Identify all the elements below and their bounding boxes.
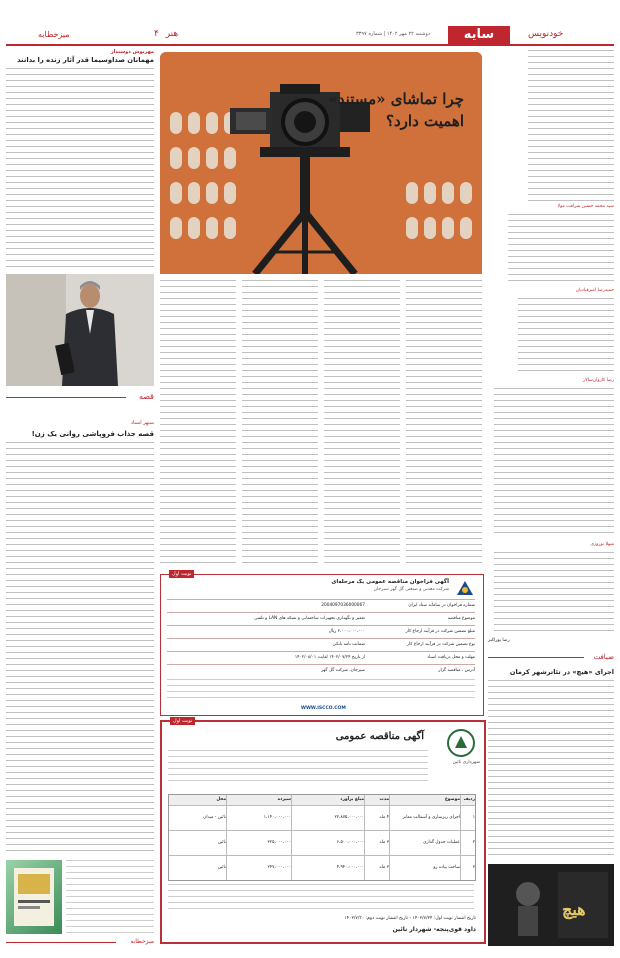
ad1-header: آگهی فراخوان مناقصه عمومی یک مرحله‌ای: [331, 579, 449, 585]
ad2-td: ۳۲۵،۰۰۰،۰۰۰: [226, 831, 291, 855]
ad1-row-label: موضوع مناقصه: [447, 616, 475, 621]
article-headline: مهمانان صداوسیما قدر آثار زنده را بدانند: [17, 56, 154, 64]
ad2-signature: داود قوی‌پنجه- شهردار نائین: [392, 926, 476, 933]
ad1-row-label: آدرس ، مناقصه گزار: [438, 668, 475, 673]
ad1-website: WWW.ISCCO.COM: [301, 706, 346, 711]
ad1-row-label: شماره فراخوان در سامانه ستاد ایران: [408, 603, 475, 608]
municipality-logo-icon: [446, 728, 476, 758]
tender-ad-2: [160, 720, 486, 944]
poem-block-2: [508, 214, 614, 284]
left-column: [488, 48, 614, 948]
ad2-th: سپرده: [226, 795, 291, 805]
ad2-td: ۳ ماه: [364, 831, 389, 855]
ad1-row-label: مهلت و محل دریافت اسناد: [427, 655, 475, 660]
ad2-th: مبلغ برآورد: [291, 795, 364, 805]
ad2-td: ۱: [460, 806, 475, 830]
ad1-footer-text: [167, 679, 475, 703]
page-section-text: هنر: [165, 29, 179, 39]
play-poster: [488, 864, 614, 946]
ad2-table-row: [169, 855, 475, 880]
ad1-row: [167, 625, 475, 638]
poster-figure-illustration: [488, 864, 614, 946]
feature-text-col-3: [324, 280, 400, 568]
ad1-row-value: ضمانت نامه بانکی: [332, 642, 365, 647]
ad2-logo: [446, 728, 476, 758]
ad2-td: ۲۲،۸۷۵،۰۰۰،۰۰۰: [291, 806, 364, 830]
ad2-table-row: [169, 805, 475, 830]
ad1-tag: نوبت اول: [169, 570, 194, 578]
ad2-intro: [168, 750, 428, 786]
article-1-byline: حمیدرضا امیرقبادیان: [575, 288, 614, 293]
right-section-label: میزخطابه: [38, 30, 70, 39]
camera-illustration: [160, 52, 482, 274]
page-section-label: [154, 29, 178, 39]
feature-text-col-1: [160, 280, 236, 568]
ad2-td: اجرای زیرسازی و آسفالت معابر: [389, 806, 460, 830]
ad1-row: [167, 612, 475, 625]
ad2-td: ۲: [460, 831, 475, 855]
article-2-byline: رضا کاروان‌سالار: [582, 378, 614, 383]
ad2-td: عملیات جدول گذاری: [389, 831, 460, 855]
ad1-row: [167, 638, 475, 651]
left-section-divider: [488, 652, 614, 662]
company-logo-icon: [453, 579, 477, 597]
poem-block-4: [494, 388, 614, 538]
ad2-table-header: [169, 795, 475, 805]
feature-headline-line1: چرا تماشای «مستند»: [328, 90, 464, 108]
ad1-row-value: از تاریخ ۱۴۰۲/۰۷/۲۴ لغایت ۱۴۰۲/۰۸/۰۱: [294, 655, 365, 660]
book-cover-icon: [6, 860, 62, 934]
left-column-footer-author: رضا پوراکبر: [488, 638, 510, 643]
middle-bottom-title: اجرای «هیچ» در تئاترشهر کرمان: [509, 668, 614, 676]
ad1-row: [167, 599, 475, 612]
ad1-row: [167, 651, 475, 664]
issue-info: دوشنبه ۲۲ مهر ۱۴۰۲ | شماره ۳۳۹۷: [355, 31, 430, 37]
ad2-td: ۳: [460, 856, 475, 880]
ad2-td: ۲۴۷،۰۰۰،۰۰۰: [226, 856, 291, 880]
ad1-row-value: تعمیر و نگهداری تجهیزات ساختمانی و شبکه های LAN و تلفنی: [254, 616, 365, 621]
second-section-label: قصه: [138, 392, 154, 401]
ad2-td: ۶،۵۰۰،۰۰۰،۰۰۰: [291, 831, 364, 855]
article-body: [6, 68, 154, 268]
ad2-table-row: [169, 830, 475, 855]
poster-title: هیچ: [562, 900, 586, 919]
feature-text-col-4: [406, 280, 482, 568]
feature-text-col-2: [242, 280, 318, 568]
second-article-body: [6, 442, 154, 854]
ad2-org: شهرداری نائین: [452, 760, 480, 765]
ad1-row-label: نوع تضمین شرکت در فرآیند ارجاع کار: [407, 642, 475, 647]
feature-headline-line2: اهمیت دارد؟: [386, 112, 464, 130]
ad2-td: نائین - میدان: [203, 815, 226, 820]
feature-image: [160, 52, 482, 274]
section-divider: [6, 392, 154, 402]
ad1-row-value: 2004097036000067: [321, 603, 365, 608]
ad1-row-value: ۲،۰۰۰،۰۰۰،۰۰۰ ریال: [328, 629, 365, 634]
ad1-sub: شرکت معدنی و صنعتی گل گهر سیرجان: [373, 587, 449, 592]
poem-block-3: [518, 298, 614, 374]
ad1-row-value: سیرجان، شرکت گل گهر: [321, 668, 365, 673]
second-article-byline: سپهر استاد: [130, 420, 154, 426]
ad2-td: ۴،۹۴۰،۰۰۰،۰۰۰: [291, 856, 364, 880]
author-photo: [6, 274, 154, 386]
ad2-dates: تاریخ انتشار نوبت اول: ۱۴۰۲/۷/۲۴ - تاریخ انتشار نوبت دوم: ۱۴۰۲/۷/۳۰: [344, 916, 476, 921]
article-3-byline: شهلا نوروزی: [590, 542, 614, 547]
left-section-label: خودنویس: [528, 29, 564, 39]
ad2-th: موضوع: [389, 795, 460, 805]
ad2-th: ردیف: [460, 795, 475, 805]
ad2-header: آگهی مناقصه عمومی: [335, 731, 424, 742]
ad2-th: مدت: [364, 795, 389, 805]
ad2-td: ۴ ماه: [364, 806, 389, 830]
ad1-table: [167, 599, 475, 677]
poem-block-5: [494, 552, 614, 632]
column-kicker: مهرنوش دوستدار: [110, 49, 154, 55]
ad2-table: [168, 794, 476, 881]
man-in-suit-illustration: [6, 274, 154, 386]
tender-ad-1: [160, 571, 484, 716]
book-photo: [6, 860, 62, 934]
page-header: [0, 0, 620, 48]
right-column: [6, 48, 154, 948]
column-footer: [6, 938, 154, 946]
ad2-td: ۳ ماه: [364, 856, 389, 880]
book-caption: [66, 860, 154, 934]
brand-logo: سایه: [448, 26, 510, 44]
second-left-section-label: ضیافت: [593, 653, 614, 661]
feature-headline: [314, 88, 464, 132]
header-rule: [6, 44, 614, 46]
poem-subtitle: سید محمد حسین شرافت مولا: [557, 204, 614, 209]
poem-block-1: [528, 50, 614, 202]
footer-label: میزخطابه: [130, 938, 154, 945]
ad2-th: محل: [216, 797, 226, 802]
ad2-td: نائین: [217, 840, 226, 845]
middle-bottom-body: [488, 680, 614, 858]
ad1-logo: [453, 579, 477, 597]
page-number: ۴: [154, 29, 159, 39]
ad2-tag: نوبت اول: [170, 717, 195, 725]
ad2-conditions: [168, 884, 474, 910]
second-article-headline: قصه جذاب فروپاشی روانی یک زن!: [31, 430, 154, 438]
ad2-td: ۱،۱۴۰،۰۰۰،۰۰۰: [226, 806, 291, 830]
ad1-row: [167, 664, 475, 677]
ad1-row-label: مبلغ تضمین شرکت در فرآیند ارجاع کار: [405, 629, 475, 634]
ad2-td: ساخت پیاده رو: [389, 856, 460, 880]
ad2-td: نائین: [217, 865, 226, 870]
